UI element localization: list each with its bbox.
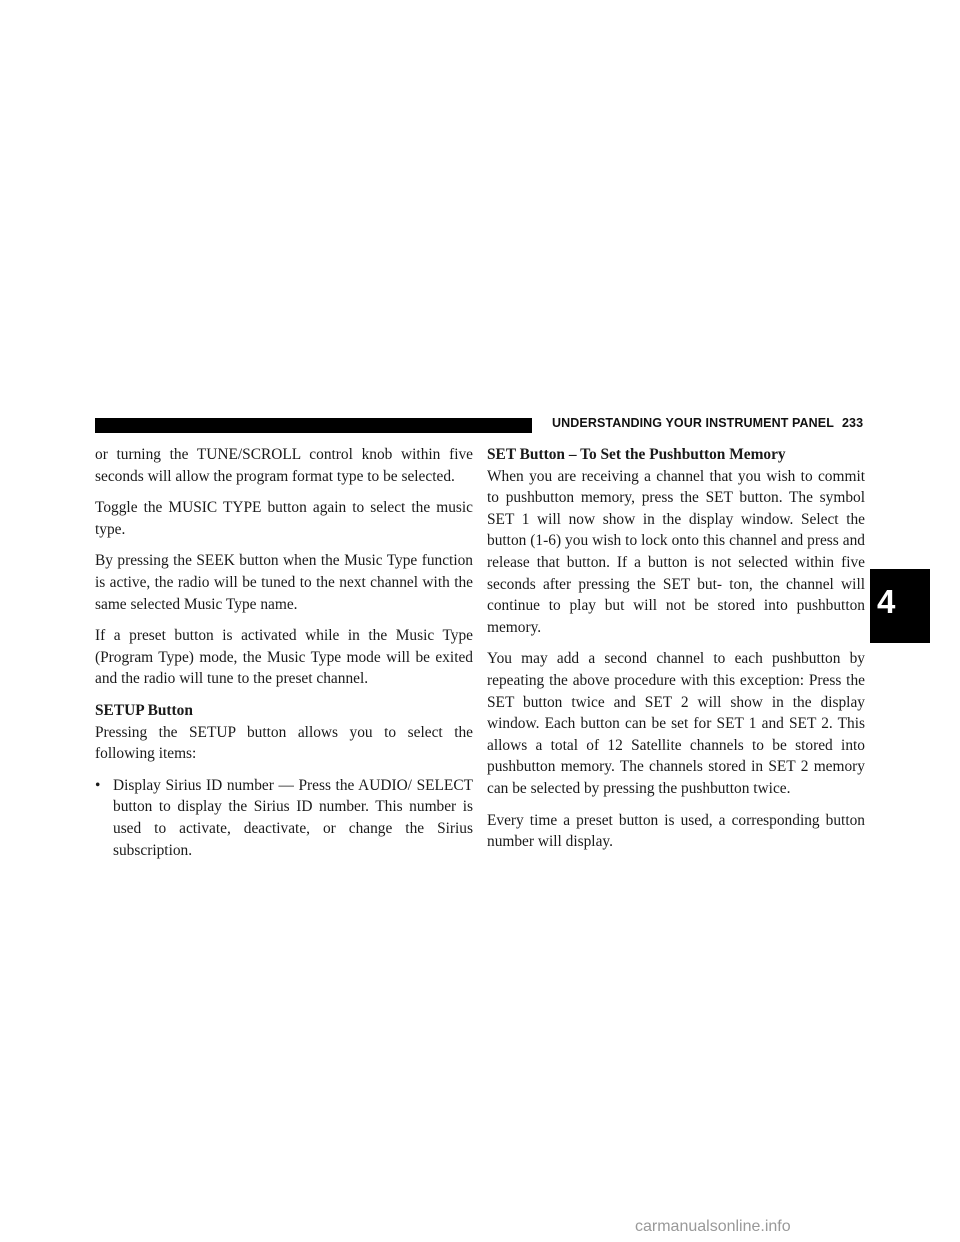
paragraph: Toggle the MUSIC TYPE button again to select the music type.	[95, 499, 473, 538]
right-column	[487, 444, 865, 863]
list-item	[95, 775, 473, 861]
section-title: UNDERSTANDING YOUR INSTRUMENT PANEL	[552, 416, 834, 430]
paragraph: Every time a preset button is used, a corresponding button number will display.	[487, 811, 865, 851]
page-number: 233	[841, 416, 864, 430]
paragraph: By pressing the SEEK button when the Music Type function is active, the radio will be tuned to the next channel with the same selected Music Type name.	[95, 552, 473, 613]
running-header	[552, 416, 863, 430]
watermark: carmanualsonline.info	[635, 1218, 791, 1235]
set-button-heading: SET Button – To Set the Pushbutton Memory	[487, 446, 786, 463]
list-item-text: Display Sirius ID number — Press the AUDIO/ SELECT button to display the Sirius ID number. This number is used to activate, deactivate, or change the Sirius subscription.	[113, 776, 473, 859]
left-column	[95, 444, 473, 871]
paragraph: or turning the TUNE/SCROLL control knob within five seconds will allow the program format type to be selected.	[95, 446, 473, 485]
paragraph: When you are receiving a channel that you wish to commit to pushbutton memory, press the SET button. The symbol SET 1 will now show in the display window. Select the button (1-6) you wish to lock onto this channel and press and release that button. If a button is not selected within five seconds after pressing the SET but- ton, the channel will continue to play but will not be stored into pushbutton memory.	[487, 467, 865, 636]
chapter-number: 4	[877, 583, 896, 620]
header-rule	[95, 418, 532, 433]
chapter-tab	[870, 569, 930, 643]
paragraph: If a preset button is activated while in the Music Type (Program Type) mode, the Music Type mode will be exited and the radio will tune to the preset channel.	[95, 627, 473, 688]
paragraph: Pressing the SETUP button allows you to select the following items:	[95, 723, 473, 763]
paragraph: You may add a second channel to each pushbutton by repeating the above procedure with this exception: Press the SET button twice and SET 2 will show in the display window. Each button can be set for SET 1 and SET 2. This allows a total of 12 Satellite channels to be stored into pushbutton memory. The channels stored in SET 2 memory can be selected by pressing the pushbutton twice.	[487, 650, 865, 797]
bullet-icon: •	[95, 776, 101, 794]
setup-button-heading: SETUP Button	[95, 701, 193, 719]
